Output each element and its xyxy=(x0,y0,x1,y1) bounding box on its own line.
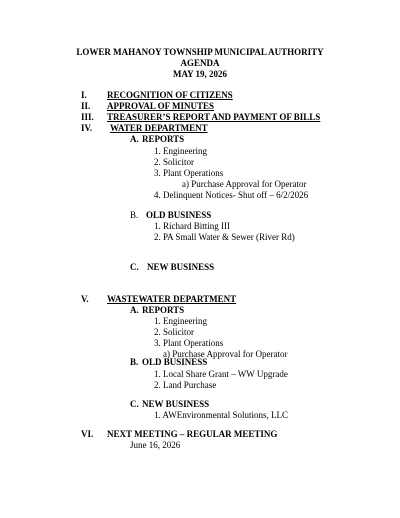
wastewater-old-label: B. xyxy=(130,357,139,367)
water-report-subitem: a) Purchase Approval for Operator xyxy=(182,179,307,189)
water-reports-title: REPORTS xyxy=(142,134,185,144)
section-5-title: WASTEWATER DEPARTMENT xyxy=(107,294,237,304)
section-1-title: RECOGNITION OF CITIZENS xyxy=(107,90,233,100)
section-4-number: IV. xyxy=(81,123,93,133)
wastewater-reports-label: A. xyxy=(130,305,139,315)
wastewater-new-title: NEW BUSINESS xyxy=(142,399,210,409)
water-new-title: NEW BUSINESS xyxy=(147,262,215,272)
meeting-date: MAY 19, 2026 xyxy=(172,69,228,79)
section-2-number: II. xyxy=(81,101,91,111)
wastewater-reports-title: REPORTS xyxy=(142,305,185,315)
water-old-title: OLD BUSINESS xyxy=(146,210,212,220)
wastewater-old-title: OLD BUSINESS xyxy=(142,357,208,367)
agenda-title: AGENDA xyxy=(180,58,220,68)
wastewater-report-item: 1. Engineering xyxy=(154,316,207,326)
wastewater-new-item: 1. AWEnvironmental Solutions, LLC xyxy=(154,410,289,420)
water-report-item: 3. Plant Operations xyxy=(154,168,224,178)
wastewater-report-item: 3. Plant Operations xyxy=(154,338,224,348)
water-old-label: B. xyxy=(130,210,139,220)
section-6-title: NEXT MEETING – REGULAR MEETING xyxy=(107,429,278,439)
water-new-label: C. xyxy=(130,262,139,272)
water-old-item: 2. PA Small Water & Sewer (River Rd) xyxy=(154,232,295,242)
wastewater-report-item: 2. Solicitor xyxy=(154,327,194,337)
section-5-number: V. xyxy=(81,294,89,304)
agenda-header xyxy=(0,47,400,80)
water-reports-label: A. xyxy=(130,134,139,144)
water-report-item: 2. Solicitor xyxy=(154,157,194,167)
section-3-title: TREASURER’S REPORT AND PAYMENT OF BILLS xyxy=(107,112,321,122)
wastewater-report-subitem: a) Purchase Approval for Operator xyxy=(163,349,288,359)
section-1-number: I. xyxy=(81,90,87,100)
section-6-number: VI. xyxy=(81,429,94,439)
organization-name: LOWER MAHANOY TOWNSHIP MUNICIPAL AUTHORITY xyxy=(76,47,324,57)
water-report-item: 4. Delinquent Notices- Shut off – 6/2/2026 xyxy=(154,190,309,200)
wastewater-new-label: C. xyxy=(130,399,139,409)
section-4-title: WATER DEPARTMENT xyxy=(110,123,208,133)
water-old-item: 1. Richard Bitting III xyxy=(154,221,230,231)
next-meeting-date: June 16, 2026 xyxy=(130,440,181,450)
wastewater-old-item: 1. Local Share Grant – WW Upgrade xyxy=(154,369,288,379)
water-report-item: 1. Engineering xyxy=(154,146,207,156)
section-2-title: APPROVAL OF MINUTES xyxy=(107,101,215,111)
section-3-number: III. xyxy=(81,112,94,122)
wastewater-old-item: 2. Land Purchase xyxy=(154,380,217,390)
